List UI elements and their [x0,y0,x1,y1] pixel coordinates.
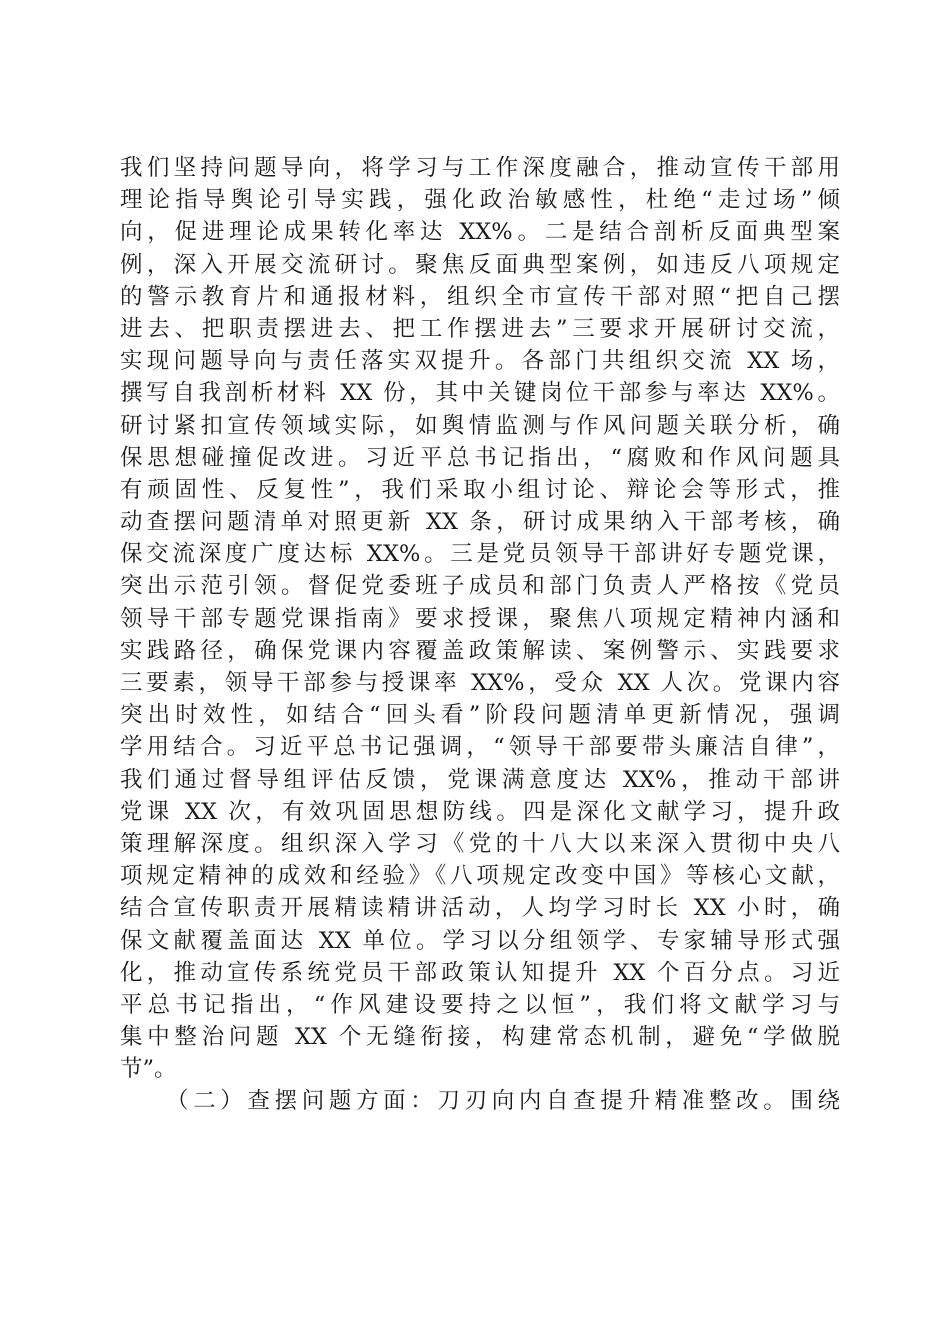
text-line: 项规定精神的成效和经验》《八项规定改变中国》等核心文献， [120,863,840,890]
text-line: 动查摆问题清单对照更新 XX 条，研讨成果纳入干部考核，确 [120,509,840,536]
text-line: 进去、把职责摆进去、把工作摆进去”三要求开展研讨交流， [120,315,840,342]
text-line: 节”。 [120,1056,177,1083]
text-line: 研讨紧扣宣传领域实际，如舆情监测与作风问题关联分析，确 [120,412,840,439]
text-line: 化，推动宣传系统党员干部政策认知提升 XX 个百分点。习近 [120,959,840,986]
text-line: 有顽固性、反复性”，我们采取小组讨论、辩论会等形式，推 [120,476,840,503]
text-line: 实践路径，确保党课内容覆盖政策解读、案例警示、实践要求 [120,637,840,664]
text-line: 学用结合。习近平总书记强调，“领导干部要带头廉洁自律”， [120,734,840,761]
text-line: 保交流深度广度达标 XX%。三是党员领导干部讲好专题党课， [120,541,840,568]
text-line: 领导干部专题党课指南》要求授课，聚焦八项规定精神内涵和 [120,605,840,632]
text-line: 撰写自我剖析材料 XX 份，其中关键岗位干部参与率达 XX%。 [120,380,840,407]
text-line: 党课 XX 次，有效巩固思想防线。四是深化文献学习，提升政 [120,798,840,825]
text-line: 我们通过督导组评估反馈，党课满意度达 XX%，推动干部讲 [120,766,840,793]
text-line: 突出时效性，如结合“回头看”阶段问题清单更新情况，强调 [120,702,840,729]
text-line: 三要素，领导干部参与授课率 XX%，受众 XX 人次。党课内容 [120,670,840,696]
body-text [120,152,840,1118]
text-line: 策理解深度。组织深入学习《党的十八大以来深入贯彻中央八 [120,830,840,857]
text-line: 突出示范引领。督促党委班子成员和部门负责人严格按《党员 [120,573,840,600]
text-line: 保文献覆盖面达 XX 单位。学习以分组领学、专家辅导形式强 [120,927,840,954]
text-line: 实现问题导向与责任落实双提升。各部门共组织交流 XX 场， [120,348,840,375]
text-line: 例，深入开展交流研讨。聚焦反面典型案例，如违反八项规定 [120,251,840,278]
text-line: 保思想碰撞促改进。习近平总书记指出，“腐败和作风问题具 [120,444,840,471]
text-line: 理论指导舆论引导实践，强化政治敏感性，杜绝“走过场”倾 [120,187,840,214]
text-line: 我们坚持问题导向，将学习与工作深度融合，推动宣传干部用 [120,155,840,181]
text-line: 结合宣传职责开展精读精讲活动，人均学习时长 XX 小时，确 [120,895,840,922]
text-line: 平总书记指出，“作风建设要持之以恒”，我们将文献学习与 [120,991,840,1018]
text-line: 向，促进理论成果转化率达 XX%。二是结合剖析反面典型案 [120,219,840,246]
text-line: 集中整治问题 XX 个无缝衔接，构建常态机制，避免“学做脱 [120,1024,840,1051]
text-line: 的警示教育片和通报材料，组织全市宣传干部对照“把自己摆 [120,283,840,310]
section-heading-line: （二）查摆问题方面：刀刃向内自查提升精准整改。围绕 [166,1088,840,1115]
